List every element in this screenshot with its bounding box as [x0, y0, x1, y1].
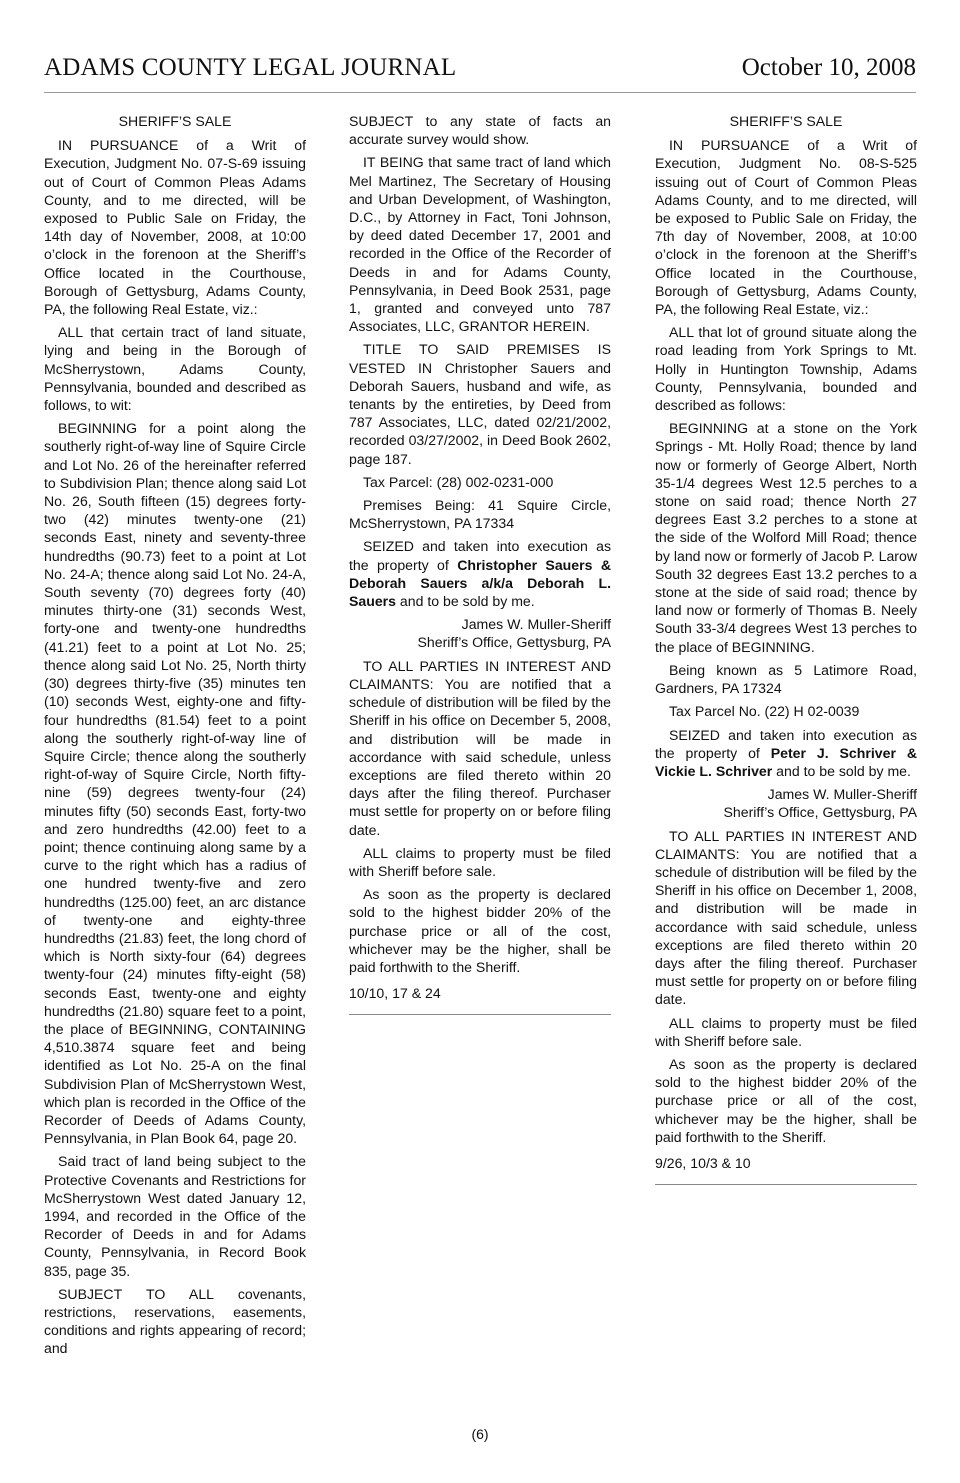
sale1-tax-parcel: Tax Parcel: (28) 002-0231-000	[363, 473, 554, 490]
sale1-divider	[349, 1014, 611, 1015]
sale2-seized-paragraph: SEIZED and taken into execution as the property of Peter J. Schriver & Vickie L. Schriver and to be sold by me.	[655, 726, 918, 779]
sale2-divider	[655, 1184, 917, 1185]
issue-date: October 10, 2008	[741, 54, 916, 81]
sale2-pursuance-paragraph: IN PURSUANCE of a Writ of Execution, Judgment No. 08-S-525 issuing out of Court of Common Pleas Adams County, and to me directed, will be exposed to Public Sale on Friday, the 7th day of November, 2008, at 10:00 o’clock in the forenoon at the Sheriff’s Office located in the Courthouse, Borough of Gettysburg, Adams County, PA, the following Real Estate, viz.:	[655, 137, 917, 318]
column-3	[655, 112, 917, 1185]
sale1-heading: SHERIFF’S SALE	[118, 113, 232, 129]
column-2	[349, 112, 611, 1015]
sale1-notice-paragraph: TO ALL PARTIES IN INTEREST AND CLAIMANTS: You are notified that a schedule of distribution will be filed by the Sheriff in his office on December 5, 2008, and distribution will be made in accordance with said schedule, unless exceptions are filed thereto within 20 days after the filing thereof. Purchaser must settle for property on or before filing date.	[349, 657, 611, 838]
sale1-subject-paragraph: SUBJECT TO ALL covenants, restrictions, reservations, easements, conditions and rights appearing of record; and	[44, 1285, 306, 1357]
sale2-tax-parcel: Tax Parcel No. (22) H 02-0039	[669, 703, 860, 720]
sale1-signature-name: James W. Muller-Sheriff	[461, 616, 611, 633]
sale2-signature-office: Sheriff’s Office, Gettysburg, PA	[723, 804, 917, 821]
sale2-signature-name: James W. Muller-Sheriff	[767, 786, 917, 803]
sale1-claims-paragraph: ALL claims to property must be filed with Sheriff before sale.	[349, 844, 611, 879]
sale2-declared-paragraph: As soon as the property is declared sold to the highest bidder 20% of the purchase price or all of the cost, whichever may be the higher, shall be paid forthwith to the Sheriff.	[655, 1055, 917, 1145]
sale1-publication-dates: 10/10, 17 & 24	[349, 985, 441, 1002]
page-header	[44, 50, 916, 93]
journal-title: ADAMS COUNTY LEGAL JOURNAL	[44, 54, 457, 81]
sale1-signature-office: Sheriff’s Office, Gettysburg, PA	[417, 634, 611, 651]
sale2-known-as: Being known as 5 Latimore Road, Gardners, PA 17324	[655, 661, 917, 697]
sale1-covenants-paragraph: Said tract of land being subject to the Protective Covenants and Restrictions for McSherrystown West dated January 12, 1994, and recorded in the Office of the Recorder of Deeds in and for Adams County, Pennsylvania, in Record Book 835, page 35.	[44, 1153, 306, 1279]
page-number: (6)	[471, 1426, 489, 1442]
sale2-claims-paragraph: ALL claims to property must be filed with Sheriff before sale.	[655, 1014, 917, 1049]
sale1-survey-paragraph: SUBJECT to any state of facts an accurate survey would show.	[349, 113, 611, 148]
sale1-pursuance-paragraph: IN PURSUANCE of a Writ of Execution, Judgment No. 07-S-69 issuing out of Court of Common Pleas Adams County, and to me directed, will be exposed to Public Sale on Friday, the 14th day of November, 2008, at 10:00 o’clock in the forenoon at the Sheriff’s Office located in the Courthouse, Borough of Gettysburg, Adams County, PA, the following Real Estate, viz.:	[44, 137, 306, 318]
sale2-notice-paragraph: TO ALL PARTIES IN INTEREST AND CLAIMANTS: You are notified that a schedule of distribution will be filed by the Sheriff in his office on December 1, 2008, and distribution will be made in accordance with said schedule, unless exceptions are filed thereto within 20 days after the filing thereof. Purchaser must settle for property on or before filing date.	[655, 827, 917, 1008]
sale1-description-paragraph: BEGINNING for a point along the southerly right-of-way line of Squire Circle and Lot No. 26 of the hereinafter referred to Subdivision Plan; thence along said Lot No. 26, South fifteen (15) degrees forty-two (42) minutes twenty-one (21) seconds East, ninety and seventy-three hundredths (90.73) feet to a point at Lot No. 24-A; thence along said Lot No. 24-A, South seventy (70) degrees forty (40) minutes thirty-one (31) seconds West, forty-one and twenty-one hundredths (41.21) feet to a point at Lot No. 25; thence along said Lot No. 25, North thirty (30) degrees thirty-five (35) minutes ten (10) seconds West, eighty-one and fifty-four hundredths (81.54) feet to a point along the southerly right-of-way line of Squire Circle; thence along the southerly right-of-way of Squire Circle, North fifty-nine (59) degrees twenty-four (24) minutes fifty (50) seconds East, forty-two and zero hundredths (42.00) feet to a point; thence continuing along same by a curve to the right which has a radius of one hundred twenty-five and zero hundredths (125.00) feet, an arc distance of twenty-one and eighty-three hundredths (21.83) feet, the long chord of which is North sixty-four (64) degrees twenty-four (24) minutes fifty-eight (58) seconds East, twenty-one and eighty hundredths (21.80) square feet to a point, the place of BEGINNING, CONTAINING 4,510.3874 square feet and being identified as Lot No. 25-A on the final Subdivision Plan of McSherrystown West, which plan is recorded in the Office of the Recorder of Deeds of Adams County, Pennsylvania, in Plan Book 64, page 20.	[44, 420, 306, 1147]
sale2-description-paragraph: BEGINNING at a stone on the York Springs - Mt. Holly Road; thence by land now or formerly of George Albert, North 35-1/4 degrees West 12.5 perches to a stone on said road; thence North 27 degrees East 3.2 perches to a stone at the side of the Wolford Mill Road; thence by land now or formerly of Jacob P. Larow South 32 degrees East 13.2 perches to a stone at the side of said road; thence by land now or formerly of Thomas B. Neely South 33-3/4 degrees West 13 perches to the place of BEGINNING.	[655, 420, 917, 655]
sale1-deed-paragraph: IT BEING that same tract of land which Mel Martinez, The Secretary of Housing and Urban Development, of Washington, D.C., by Attorney in Fact, Toni Johnson, by deed dated December 17, 2001 and recorded in the Office of the Recorder of Deeds in and for Adams County, Pennsylvania, in Deed Book 2531, page 1, granted and conveyed unto 787 Associates, LLC, GRANTOR HEREIN.	[349, 154, 611, 335]
sale1-tract-paragraph: ALL that certain tract of land situate, lying and being in the Borough of McSherrystown, Adams County, Pennsylvania, bounded and described as follows, to wit:	[44, 324, 306, 414]
sale1-title-paragraph: TITLE TO SAID PREMISES IS VESTED IN Christopher Sauers and Deborah Sauers, husband and wife, as tenants by the entireties, by Deed from 787 Associates, LLC, dated 02/21/2002, recorded 03/27/2002, in Deed Book 2602, page 187.	[349, 341, 611, 467]
sale1-seized-paragraph: SEIZED and taken into execution as the property of Christopher Sauers & Deborah Sauers a/k/a Deborah L. Sauers and to be sold by me.	[349, 538, 612, 610]
column-1	[44, 112, 306, 1363]
sale1-declared-paragraph: As soon as the property is declared sold to the highest bidder 20% of the purchase price or all of the cost, whichever may be the higher, shall be paid forthwith to the Sheriff.	[349, 886, 611, 975]
sale2-publication-dates: 9/26, 10/3 & 10	[655, 1154, 751, 1171]
sale2-heading: SHERIFF’S SALE	[729, 113, 843, 129]
sale1-premises: Premises Being: 41 Squire Circle, McSherrystown, PA 17334	[349, 497, 611, 532]
sale2-lot-paragraph: ALL that lot of ground situate along the road leading from York Springs to Mt. Holly in Huntington Township, Adams County, Pennsylvania, bounded and described as follows:	[655, 324, 917, 414]
sale1-owner-names: Christopher Sauers & Deborah Sauers a/k/a Deborah L. Sauers	[349, 556, 612, 610]
sale2-owner-names: Peter J. Schriver & Vickie L. Schriver	[655, 744, 918, 779]
